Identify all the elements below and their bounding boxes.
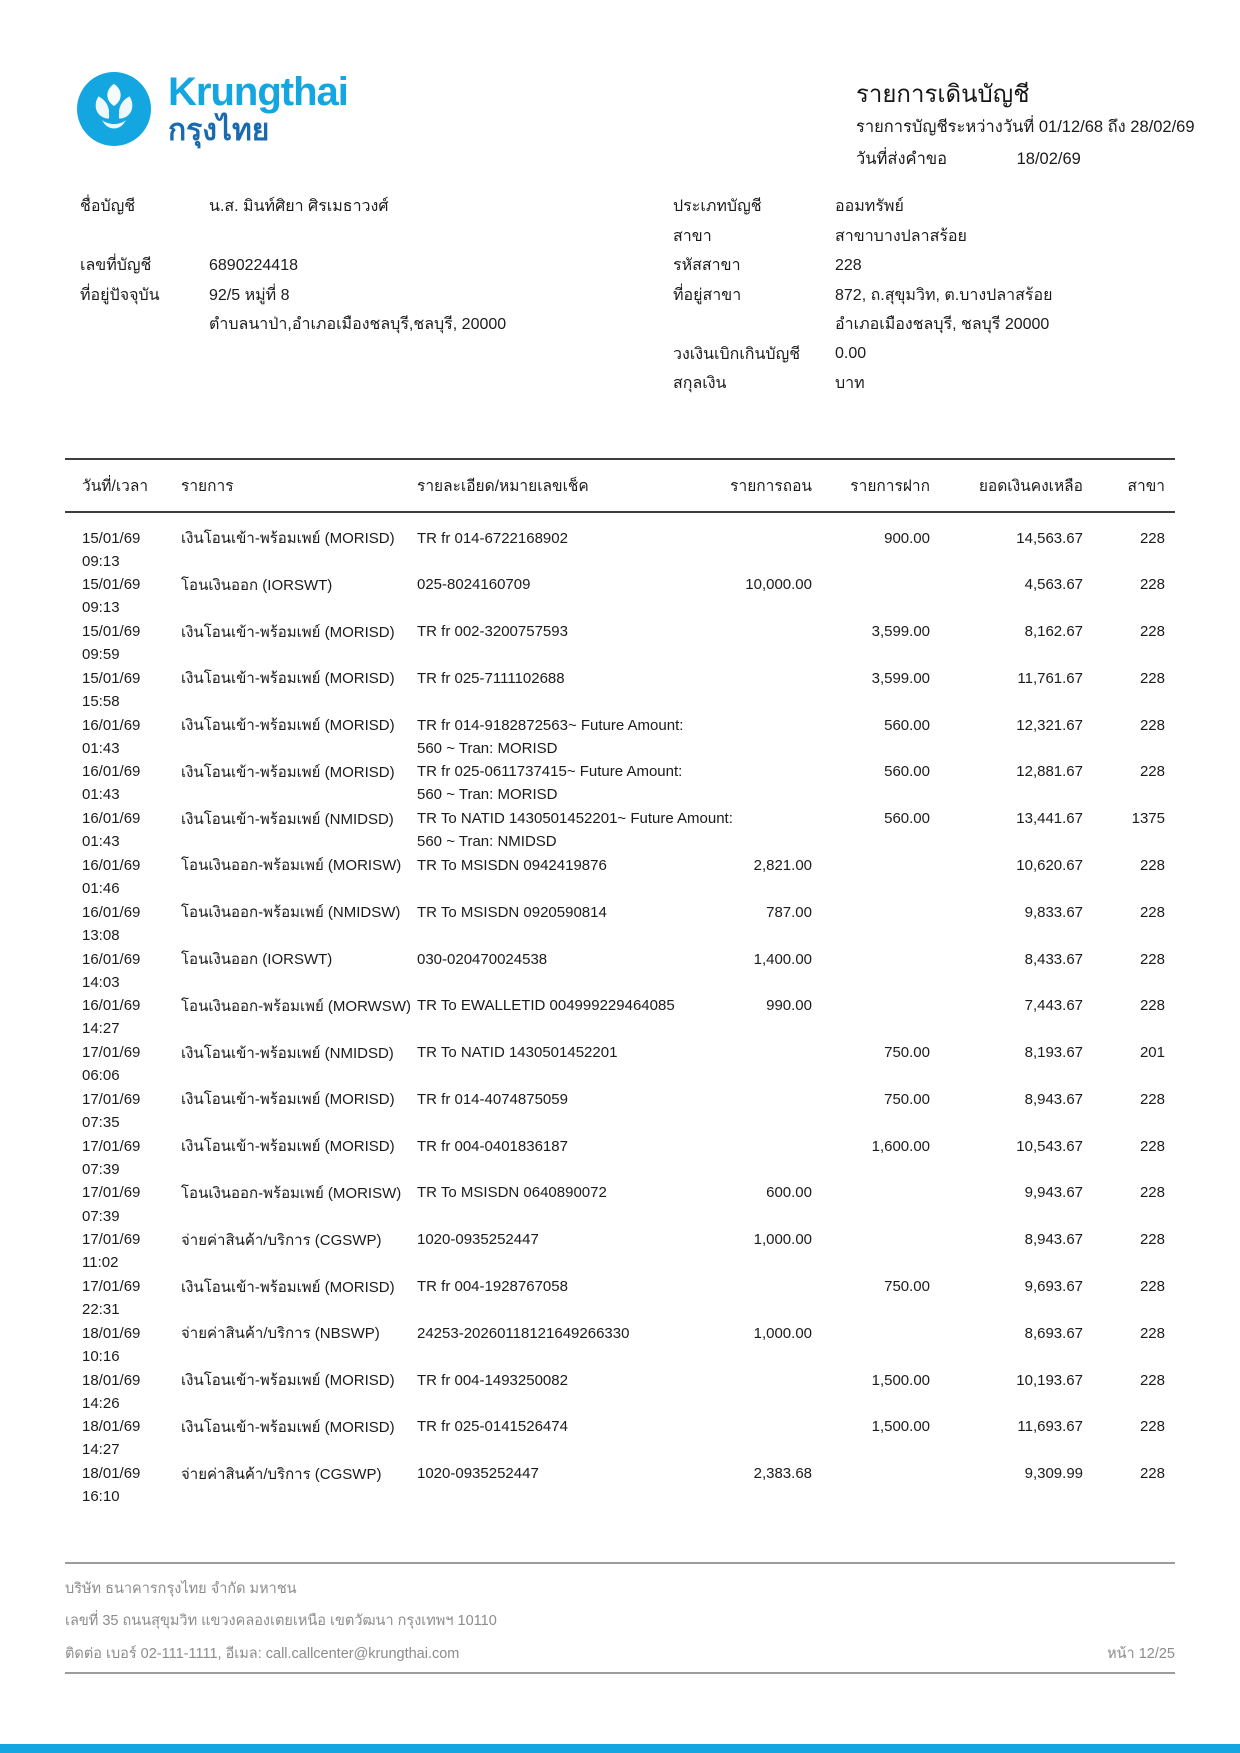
- tx-time: 15:58: [82, 692, 120, 710]
- table-row-line-2: [65, 1298, 1175, 1321]
- account-field-row: [673, 192, 1173, 222]
- period-value: 01/12/68 ถึง 28/02/69: [1038, 118, 1195, 136]
- tx-description: เงินโอนเข้า-พร้อมเพย์ (NMIDSD): [181, 1044, 394, 1062]
- tx-description: โอนเงินออก-พร้อมเพย์ (NMIDSW): [181, 904, 401, 922]
- tx-date: 16/01/69: [82, 997, 141, 1015]
- account-field-value: 6890224418: [209, 256, 298, 274]
- tx-detail: TR To MSISDN 0920590814: [417, 903, 607, 921]
- tx-balance: 14,563.67: [1016, 529, 1083, 547]
- table-row-line-1: [65, 760, 1175, 783]
- table-header-row: [65, 460, 1175, 511]
- tx-date: 17/01/69: [82, 1090, 141, 1108]
- period-label: รายการบัญชีระหว่างวันที่: [856, 118, 1035, 136]
- tx-time: 14:27: [82, 1020, 120, 1038]
- header-withdrawal: รายการถอน: [730, 478, 812, 495]
- table-row-line-1: [65, 1368, 1175, 1391]
- tx-withdrawal: 10,000.00: [745, 576, 812, 594]
- table-row-line-1: [65, 573, 1175, 596]
- tx-time: 07:39: [82, 1207, 120, 1225]
- table-row: [65, 1368, 1175, 1415]
- table-row: [65, 947, 1175, 994]
- tx-description: เงินโอนเข้า-พร้อมเพย์ (MORISD): [181, 530, 395, 547]
- account-field-label: ชื่อบัญชี: [80, 198, 136, 216]
- tx-date: 16/01/69: [82, 716, 141, 734]
- account-field-row: [673, 340, 1173, 370]
- table-row-line-2: [65, 549, 1175, 572]
- krungthai-bird-icon: [77, 72, 151, 146]
- tx-description: โอนเงินออก-พร้อมเพย์ (MORWSW): [181, 997, 411, 1015]
- tx-balance: 12,321.67: [1016, 716, 1083, 734]
- account-info-left-column: [80, 192, 640, 340]
- table-row-line-2: [65, 596, 1175, 619]
- tx-detail: 025-8024160709: [417, 576, 531, 594]
- tx-description: เงินโอนเข้า-พร้อมเพย์ (MORISD): [181, 670, 395, 688]
- tx-description: เงินโอนเข้า-พร้อมเพย์ (MORISD): [181, 1278, 395, 1296]
- tx-description: จ่ายค่าสินค้า/บริการ (CGSWP): [181, 1231, 382, 1249]
- tx-detail: TR fr 014-6722168902: [417, 529, 568, 547]
- tx-date: 15/01/69: [82, 669, 141, 687]
- header-detail: รายละเอียด/หมายเลขเช็ค: [417, 478, 589, 495]
- table-row-line-2: [65, 1158, 1175, 1181]
- account-field-value: 92/5 หมู่ที่ 8: [209, 286, 290, 304]
- tx-deposit: 1,500.00: [871, 1418, 930, 1436]
- tx-date: 17/01/69: [82, 1044, 141, 1062]
- table-row-line-2: [65, 924, 1175, 947]
- tx-description: จ่ายค่าสินค้า/บริการ (CGSWP): [181, 1465, 382, 1483]
- table-row-line-1: [65, 1321, 1175, 1344]
- tx-description: โอนเงินออก (IORSWT): [181, 576, 333, 594]
- table-row: [65, 1321, 1175, 1368]
- tx-detail: TR fr 025-0141526474: [417, 1418, 568, 1436]
- table-row-line-1: [65, 947, 1175, 970]
- tx-date: 18/01/69: [82, 1465, 141, 1483]
- tx-withdrawal: 787.00: [766, 903, 812, 921]
- document-header: [856, 80, 1195, 174]
- account-field-row: [80, 281, 640, 311]
- tx-balance: 10,193.67: [1016, 1371, 1083, 1389]
- table-row-line-1: [65, 1275, 1175, 1298]
- tx-deposit: 560.00: [884, 810, 930, 828]
- tx-date: 15/01/69: [82, 576, 141, 594]
- tx-date: 16/01/69: [82, 763, 141, 781]
- tx-description: เงินโอนเข้า-พร้อมเพย์ (MORISD): [181, 1418, 395, 1436]
- tx-balance: 12,881.67: [1016, 763, 1083, 781]
- tx-deposit: 750.00: [884, 1278, 930, 1295]
- table-row-line-1: [65, 666, 1175, 689]
- tx-detail: TR fr 004-1928767058: [417, 1278, 568, 1295]
- tx-balance: 10,543.67: [1016, 1137, 1083, 1155]
- account-field-label: สกุลเงิน: [673, 375, 727, 393]
- page-title: รายการเดินบัญชี: [856, 81, 1030, 108]
- footer-address: เลขที่ 35 ถนนสุขุมวิท แขวงคลองเตยเหนือ เขตวัฒนา กรุงเทพฯ 10110: [65, 1613, 497, 1630]
- tx-detail: 030-020470024538: [417, 950, 548, 968]
- table-row-line-1: [65, 713, 1175, 736]
- tx-detail: 1020-0935252447: [417, 1465, 539, 1483]
- tx-time: 14:03: [82, 973, 120, 991]
- tx-time: 07:39: [82, 1160, 120, 1178]
- tx-balance: 8,193.67: [1024, 1044, 1083, 1062]
- tx-branch: 228: [1139, 856, 1165, 874]
- tx-date: 16/01/69: [82, 903, 141, 921]
- account-field-value: อำเภอเมืองชลบุรี, ชลบุรี 20000: [835, 316, 1050, 334]
- tx-branch: 228: [1139, 763, 1165, 781]
- table-row-line-2: [65, 1345, 1175, 1368]
- table-row-line-2: [65, 1485, 1175, 1508]
- table-row: [65, 807, 1175, 854]
- tx-withdrawal: 2,383.68: [753, 1465, 812, 1483]
- header-description: รายการ: [181, 478, 234, 495]
- tx-branch: 228: [1139, 1324, 1165, 1342]
- request-date: [856, 145, 1180, 174]
- table-row: [65, 1415, 1175, 1462]
- tx-withdrawal: 990.00: [766, 997, 812, 1015]
- table-row-line-1: [65, 1181, 1175, 1204]
- account-field-label: วงเงินเบิกเกินบัญชี: [673, 345, 801, 363]
- tx-date: 17/01/69: [82, 1278, 141, 1295]
- tx-detail: 24253-20260118121649266330: [417, 1324, 630, 1342]
- tx-branch: 201: [1139, 1044, 1165, 1062]
- account-field-value: 228: [835, 256, 862, 274]
- tx-withdrawal: 600.00: [766, 1184, 812, 1202]
- tx-description: โอนเงินออก-พร้อมเพย์ (MORISW): [181, 857, 402, 875]
- tx-balance: 9,693.67: [1024, 1278, 1083, 1295]
- tx-branch: 228: [1139, 1418, 1165, 1436]
- footer-contact: ติดต่อ เบอร์ 02-111-1111, อีเมล: call.callcenter@krungthai.com: [65, 1645, 460, 1662]
- tx-detail: TR fr 014-9182872563~ Future Amount:: [417, 716, 684, 734]
- tx-balance: 8,433.67: [1024, 950, 1083, 968]
- header-balance: ยอดเงินคงเหลือ: [978, 478, 1083, 495]
- tx-deposit: 900.00: [884, 529, 930, 547]
- bottom-accent-bar: [0, 1744, 1240, 1753]
- tx-date: 17/01/69: [82, 1137, 141, 1155]
- table-row: [65, 526, 1175, 573]
- tx-balance: 11,761.67: [1017, 669, 1083, 687]
- account-field-value: ตำบลนาป่า,อำเภอเมืองชลบุรี,ชลบุรี, 20000: [209, 316, 507, 334]
- tx-date: 17/01/69: [82, 1184, 141, 1202]
- account-field-row: [80, 192, 640, 222]
- tx-balance: 13,441.67: [1016, 810, 1083, 828]
- tx-time: 16:10: [82, 1488, 120, 1506]
- account-field-label: สาขา: [673, 227, 712, 245]
- table-row-line-1: [65, 1462, 1175, 1485]
- table-row: [65, 1087, 1175, 1134]
- table-row: [65, 573, 1175, 620]
- tx-date: 15/01/69: [82, 529, 141, 547]
- tx-balance: 8,943.67: [1024, 1231, 1083, 1249]
- tx-time: 09:59: [82, 646, 120, 664]
- tx-description: เงินโอนเข้า-พร้อมเพย์ (MORISD): [181, 717, 395, 735]
- table-row: [65, 994, 1175, 1041]
- tx-balance: 9,943.67: [1024, 1184, 1083, 1202]
- tx-branch: 228: [1139, 529, 1165, 547]
- tx-balance: 4,563.67: [1024, 576, 1083, 594]
- transactions-table: [65, 458, 1175, 1508]
- table-row-line-2: [65, 1017, 1175, 1040]
- account-field-label: ประเภทบัญชี: [673, 198, 762, 216]
- tx-balance: 11,693.67: [1017, 1418, 1083, 1436]
- table-row-line-2: [65, 1064, 1175, 1087]
- tx-time: 11:02: [82, 1254, 119, 1272]
- tx-deposit: 3,599.00: [871, 623, 930, 641]
- tx-branch: 228: [1139, 1137, 1165, 1155]
- tx-description: เงินโอนเข้า-พร้อมเพย์ (MORISD): [181, 763, 395, 781]
- tx-deposit: 560.00: [884, 763, 930, 781]
- request-date-label: วันที่ส่งคำขอ: [856, 150, 948, 168]
- table-row-line-1: [65, 1041, 1175, 1064]
- account-info-right-column: [673, 192, 1173, 399]
- table-row: [65, 713, 1175, 760]
- tx-description: โอนเงินออก (IORSWT): [181, 951, 333, 969]
- tx-detail-line2: 560 ~ Tran: MORISD: [417, 739, 558, 757]
- tx-branch: 228: [1139, 1090, 1165, 1108]
- tx-branch: 228: [1139, 997, 1165, 1015]
- account-field-label: รหัสสาขา: [673, 257, 741, 275]
- tx-detail: TR fr 014-4074875059: [417, 1090, 568, 1108]
- tx-deposit: 3,599.00: [871, 669, 930, 687]
- table-row-line-1: [65, 1087, 1175, 1110]
- tx-detail: TR fr 025-0611737415~ Future Amount:: [417, 763, 683, 781]
- tx-branch: 228: [1139, 1465, 1165, 1483]
- tx-detail: TR To MSISDN 0640890072: [417, 1184, 607, 1202]
- tx-branch: 228: [1139, 576, 1165, 594]
- table-row: [65, 1462, 1175, 1509]
- tx-description: เงินโอนเข้า-พร้อมเพย์ (NMIDSD): [181, 810, 394, 828]
- tx-detail: TR To NATID 1430501452201: [417, 1044, 618, 1062]
- tx-branch: 228: [1139, 716, 1165, 734]
- tx-description: โอนเงินออก-พร้อมเพย์ (MORISW): [181, 1184, 402, 1202]
- tx-time: 06:06: [82, 1067, 120, 1085]
- table-row-line-2: [65, 1111, 1175, 1134]
- table-body: [65, 526, 1175, 1508]
- account-field-value: บาท: [835, 375, 865, 393]
- tx-date: 17/01/69: [82, 1231, 141, 1249]
- table-row-line-2: [65, 690, 1175, 713]
- account-field-row: [80, 222, 640, 252]
- tx-branch: 228: [1139, 623, 1165, 641]
- account-field-value: ออมทรัพย์: [835, 198, 904, 216]
- account-field-row: [673, 310, 1173, 340]
- table-row-line-2: [65, 643, 1175, 666]
- table-row-line-2: [65, 830, 1175, 853]
- tx-branch: 1375: [1131, 810, 1165, 828]
- table-row-line-2: [65, 877, 1175, 900]
- table-row: [65, 620, 1175, 667]
- tx-balance: 10,620.67: [1016, 856, 1083, 874]
- page-number: หน้า 12/25: [1107, 1645, 1175, 1662]
- tx-detail: TR fr 002-3200757593: [417, 623, 568, 641]
- tx-detail-line2: 560 ~ Tran: MORISD: [417, 786, 558, 804]
- table-row-line-1: [65, 994, 1175, 1017]
- brand-wordmark: [168, 72, 348, 146]
- tx-time: 09:13: [82, 599, 120, 617]
- account-field-value: 872, ถ.สุขุมวิท, ต.บางปลาสร้อย: [835, 286, 1053, 304]
- account-field-label: เลขที่บัญชี: [80, 257, 152, 275]
- tx-time: 01:43: [82, 786, 120, 804]
- statement-period: [856, 113, 1195, 142]
- tx-time: 22:31: [82, 1301, 120, 1319]
- tx-detail: 1020-0935252447: [417, 1231, 539, 1249]
- account-field-value: 0.00: [835, 345, 867, 363]
- table-row-line-1: [65, 1415, 1175, 1438]
- tx-withdrawal: 1,000.00: [753, 1324, 812, 1342]
- tx-detail: TR fr 004-0401836187: [417, 1137, 568, 1155]
- tx-description: เงินโอนเข้า-พร้อมเพย์ (MORISD): [181, 623, 395, 641]
- tx-detail: TR fr 025-7111102688: [417, 669, 565, 687]
- tx-deposit: 750.00: [884, 1044, 930, 1062]
- tx-time: 09:13: [82, 552, 120, 570]
- table-row-line-1: [65, 526, 1175, 549]
- table-row: [65, 1228, 1175, 1275]
- account-field-row: [673, 369, 1173, 399]
- table-row: [65, 853, 1175, 900]
- brand-name-th: กรุงไทย: [168, 114, 270, 147]
- table-row-line-1: [65, 1134, 1175, 1157]
- table-row-line-2: [65, 1438, 1175, 1461]
- request-date-value: 18/02/69: [1016, 150, 1081, 168]
- tx-time: 01:43: [82, 833, 120, 851]
- account-field-row: [673, 222, 1173, 252]
- tx-deposit: 750.00: [884, 1090, 930, 1108]
- tx-time: 01:46: [82, 880, 120, 898]
- table-row-line-1: [65, 807, 1175, 830]
- tx-balance: 8,162.67: [1024, 623, 1083, 641]
- tx-balance: 9,833.67: [1024, 903, 1083, 921]
- account-field-row: [673, 251, 1173, 281]
- tx-balance: 7,443.67: [1024, 997, 1083, 1015]
- tx-time: 01:43: [82, 739, 120, 757]
- table-row-line-1: [65, 1228, 1175, 1251]
- footer-company: บริษัท ธนาคารกรุงไทย จำกัด มหาชน: [65, 1580, 297, 1597]
- table-row: [65, 1275, 1175, 1322]
- krungthai-logo: [77, 72, 348, 146]
- tx-description: เงินโอนเข้า-พร้อมเพย์ (MORISD): [181, 1372, 395, 1390]
- account-field-value: น.ส. มินท์ศิยา ศิรเมธาวงศ์: [209, 198, 389, 216]
- table-row: [65, 760, 1175, 807]
- tx-date: 18/01/69: [82, 1418, 141, 1436]
- tx-balance: 9,309.99: [1024, 1465, 1083, 1483]
- table-row-line-1: [65, 853, 1175, 876]
- account-info-section: [65, 192, 1175, 412]
- tx-branch: 228: [1139, 1184, 1165, 1202]
- tx-date: 16/01/69: [82, 950, 141, 968]
- tx-description: จ่ายค่าสินค้า/บริการ (NBSWP): [181, 1325, 380, 1343]
- account-field-label: ที่อยู่ปัจจุบัน: [80, 286, 160, 304]
- header-deposit: รายการฝาก: [850, 478, 930, 495]
- tx-balance: 8,693.67: [1024, 1324, 1083, 1342]
- tx-branch: 228: [1139, 1371, 1165, 1389]
- header-date-time: วันที่/เวลา: [82, 478, 149, 495]
- tx-branch: 228: [1139, 903, 1165, 921]
- tx-time: 07:35: [82, 1113, 120, 1131]
- tx-time: 10:16: [82, 1347, 120, 1365]
- tx-deposit: 1,500.00: [871, 1371, 930, 1389]
- tx-withdrawal: 2,821.00: [753, 856, 812, 874]
- tx-detail: TR To NATID 1430501452201~ Future Amount:: [417, 810, 733, 828]
- table-row-line-1: [65, 900, 1175, 923]
- page-footer: [65, 1562, 1175, 1674]
- account-field-label: ที่อยู่สาขา: [673, 286, 742, 304]
- table-row: [65, 900, 1175, 947]
- table-row-line-2: [65, 737, 1175, 760]
- tx-branch: 228: [1139, 669, 1165, 687]
- account-field-value: สาขาบางปลาสร้อย: [835, 227, 967, 245]
- brand-name-en: Krungthai: [168, 70, 348, 114]
- tx-withdrawal: 1,000.00: [753, 1231, 812, 1249]
- tx-branch: 228: [1139, 950, 1165, 968]
- table-header-rule: [65, 511, 1175, 513]
- account-field-row: [80, 251, 640, 281]
- table-row: [65, 666, 1175, 713]
- tx-time: 14:26: [82, 1394, 120, 1412]
- tx-date: 16/01/69: [82, 810, 141, 828]
- header-branch: สาขา: [1127, 478, 1165, 495]
- account-field-row: [673, 281, 1173, 311]
- tx-branch: 228: [1139, 1231, 1165, 1249]
- tx-deposit: 560.00: [884, 716, 930, 734]
- tx-detail-line2: 560 ~ Tran: NMIDSD: [417, 833, 557, 851]
- tx-branch: 228: [1139, 1278, 1165, 1295]
- tx-date: 15/01/69: [82, 623, 141, 641]
- tx-detail: TR To MSISDN 0942419876: [417, 856, 607, 874]
- account-field-row: [80, 310, 640, 340]
- tx-date: 18/01/69: [82, 1324, 141, 1342]
- table-row-line-2: [65, 970, 1175, 993]
- table-row-line-2: [65, 1251, 1175, 1274]
- table-row: [65, 1181, 1175, 1228]
- tx-time: 14:27: [82, 1441, 120, 1459]
- tx-time: 13:08: [82, 926, 120, 944]
- tx-detail: TR fr 004-1493250082: [417, 1371, 568, 1389]
- table-row-line-1: [65, 620, 1175, 643]
- tx-balance: 8,943.67: [1024, 1090, 1083, 1108]
- tx-description: เงินโอนเข้า-พร้อมเพย์ (MORISD): [181, 1091, 395, 1109]
- tx-description: เงินโอนเข้า-พร้อมเพย์ (MORISD): [181, 1138, 395, 1156]
- table-row: [65, 1134, 1175, 1181]
- tx-date: 18/01/69: [82, 1371, 141, 1389]
- tx-deposit: 1,600.00: [871, 1137, 930, 1155]
- table-row: [65, 1041, 1175, 1088]
- tx-date: 16/01/69: [82, 856, 141, 874]
- table-row-line-2: [65, 783, 1175, 806]
- tx-detail: TR To EWALLETID 004999229464085: [417, 997, 675, 1015]
- table-row-line-2: [65, 1391, 1175, 1414]
- table-row-line-2: [65, 1204, 1175, 1227]
- tx-withdrawal: 1,400.00: [753, 950, 812, 968]
